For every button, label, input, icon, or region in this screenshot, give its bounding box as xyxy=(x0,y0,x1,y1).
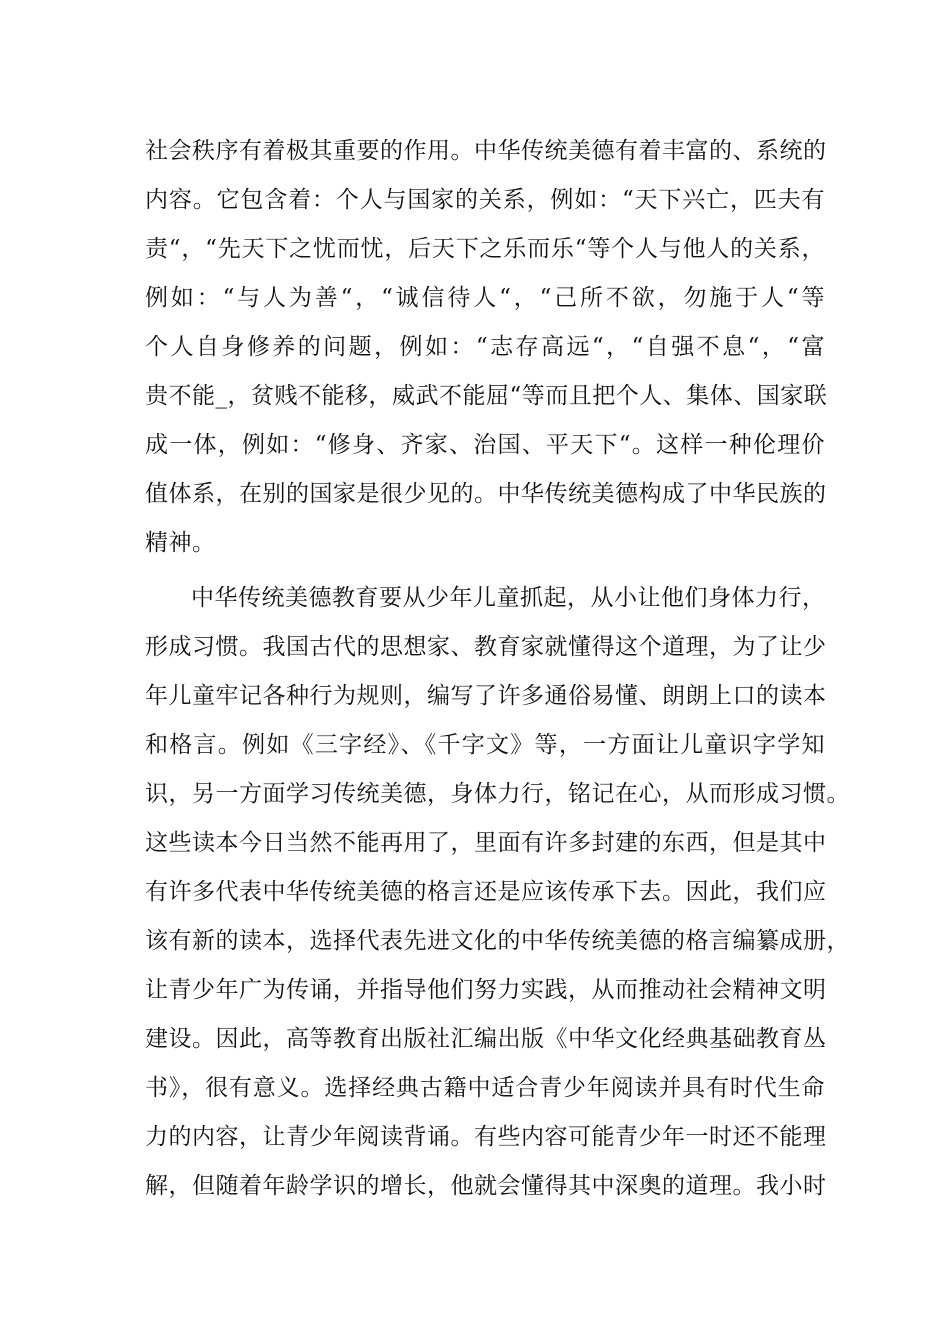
text-line: 力的内容，让青少年阅读背诵。有些内容可能青少年一时还不能理 xyxy=(145,1124,827,1150)
paragraph-1 xyxy=(145,127,828,568)
text-line: 这些读本今日当然不能再用了，里面有许多封建的东西，但是其中 xyxy=(145,830,827,856)
text-line: 形成习惯。我国古代的思想家、教育家就懂得这个道理，为了让少 xyxy=(145,634,827,660)
text-line: 精神。 xyxy=(145,530,216,556)
paragraph-2 xyxy=(145,574,850,1211)
text-line: 识，另一方面学习传统美德，身体力行，铭记在心，从而形成习惯。 xyxy=(145,781,850,807)
text-line: 该有新的读本，选择代表先进文化的中华传统美德的格言编纂成册， xyxy=(145,928,850,954)
text-line: 中华传统美德教育要从少年儿童抓起，从小让他们身体力行， xyxy=(191,585,826,611)
text-line: 责“，“先天下之忧而忧，后天下之乐而乐“等个人与他人的关系， xyxy=(145,236,825,262)
text-line: 建设。因此，高等教育出版社汇编出版《中华文化经典基础教育丛 xyxy=(145,1026,827,1052)
text-line: 有许多代表中华传统美德的格言还是应该传承下去。因此，我们应 xyxy=(145,879,827,905)
text-line: 值体系，在别的国家是很少见的。中华传统美德构成了中华民族的 xyxy=(145,481,827,507)
text-line: 书》，很有意义。选择经典古籍中适合青少年阅读并具有时代生命 xyxy=(145,1075,825,1101)
text-line: 例如：“与人为善“，“诚信待人“，“己所不欲，勿施于人“等 xyxy=(145,285,825,311)
text-line: 个人自身修养的问题，例如：“志存高远“，“自强不息“，“富 xyxy=(145,334,825,360)
text-line: 内容。它包含着：个人与国家的关系，例如：“天下兴亡，匹夫有 xyxy=(145,187,825,213)
text-line: 和格言。例如《三字经》、《千字文》等，一方面让儿童识字学知 xyxy=(145,732,825,758)
text-line: 社会秩序有着极其重要的作用。中华传统美德有着丰富的、系统的 xyxy=(145,138,827,164)
text-line: 年儿童牢记各种行为规则，编写了许多通俗易懂、朗朗上口的读本 xyxy=(145,683,827,709)
text-line: 解，但随着年龄学识的增长，他就会懂得其中深奥的道理。我小时 xyxy=(145,1173,827,1199)
text-line: 成一体，例如：“修身、齐家、治国、平天下“。这样一种伦理价 xyxy=(145,432,825,458)
text-line: 让青少年广为传诵，并指导他们努力实践，从而推动社会精神文明 xyxy=(145,977,827,1003)
text-line: 贵不能_，贫贱不能移，威武不能屈“等而且把个人、集体、国家联 xyxy=(145,383,828,409)
